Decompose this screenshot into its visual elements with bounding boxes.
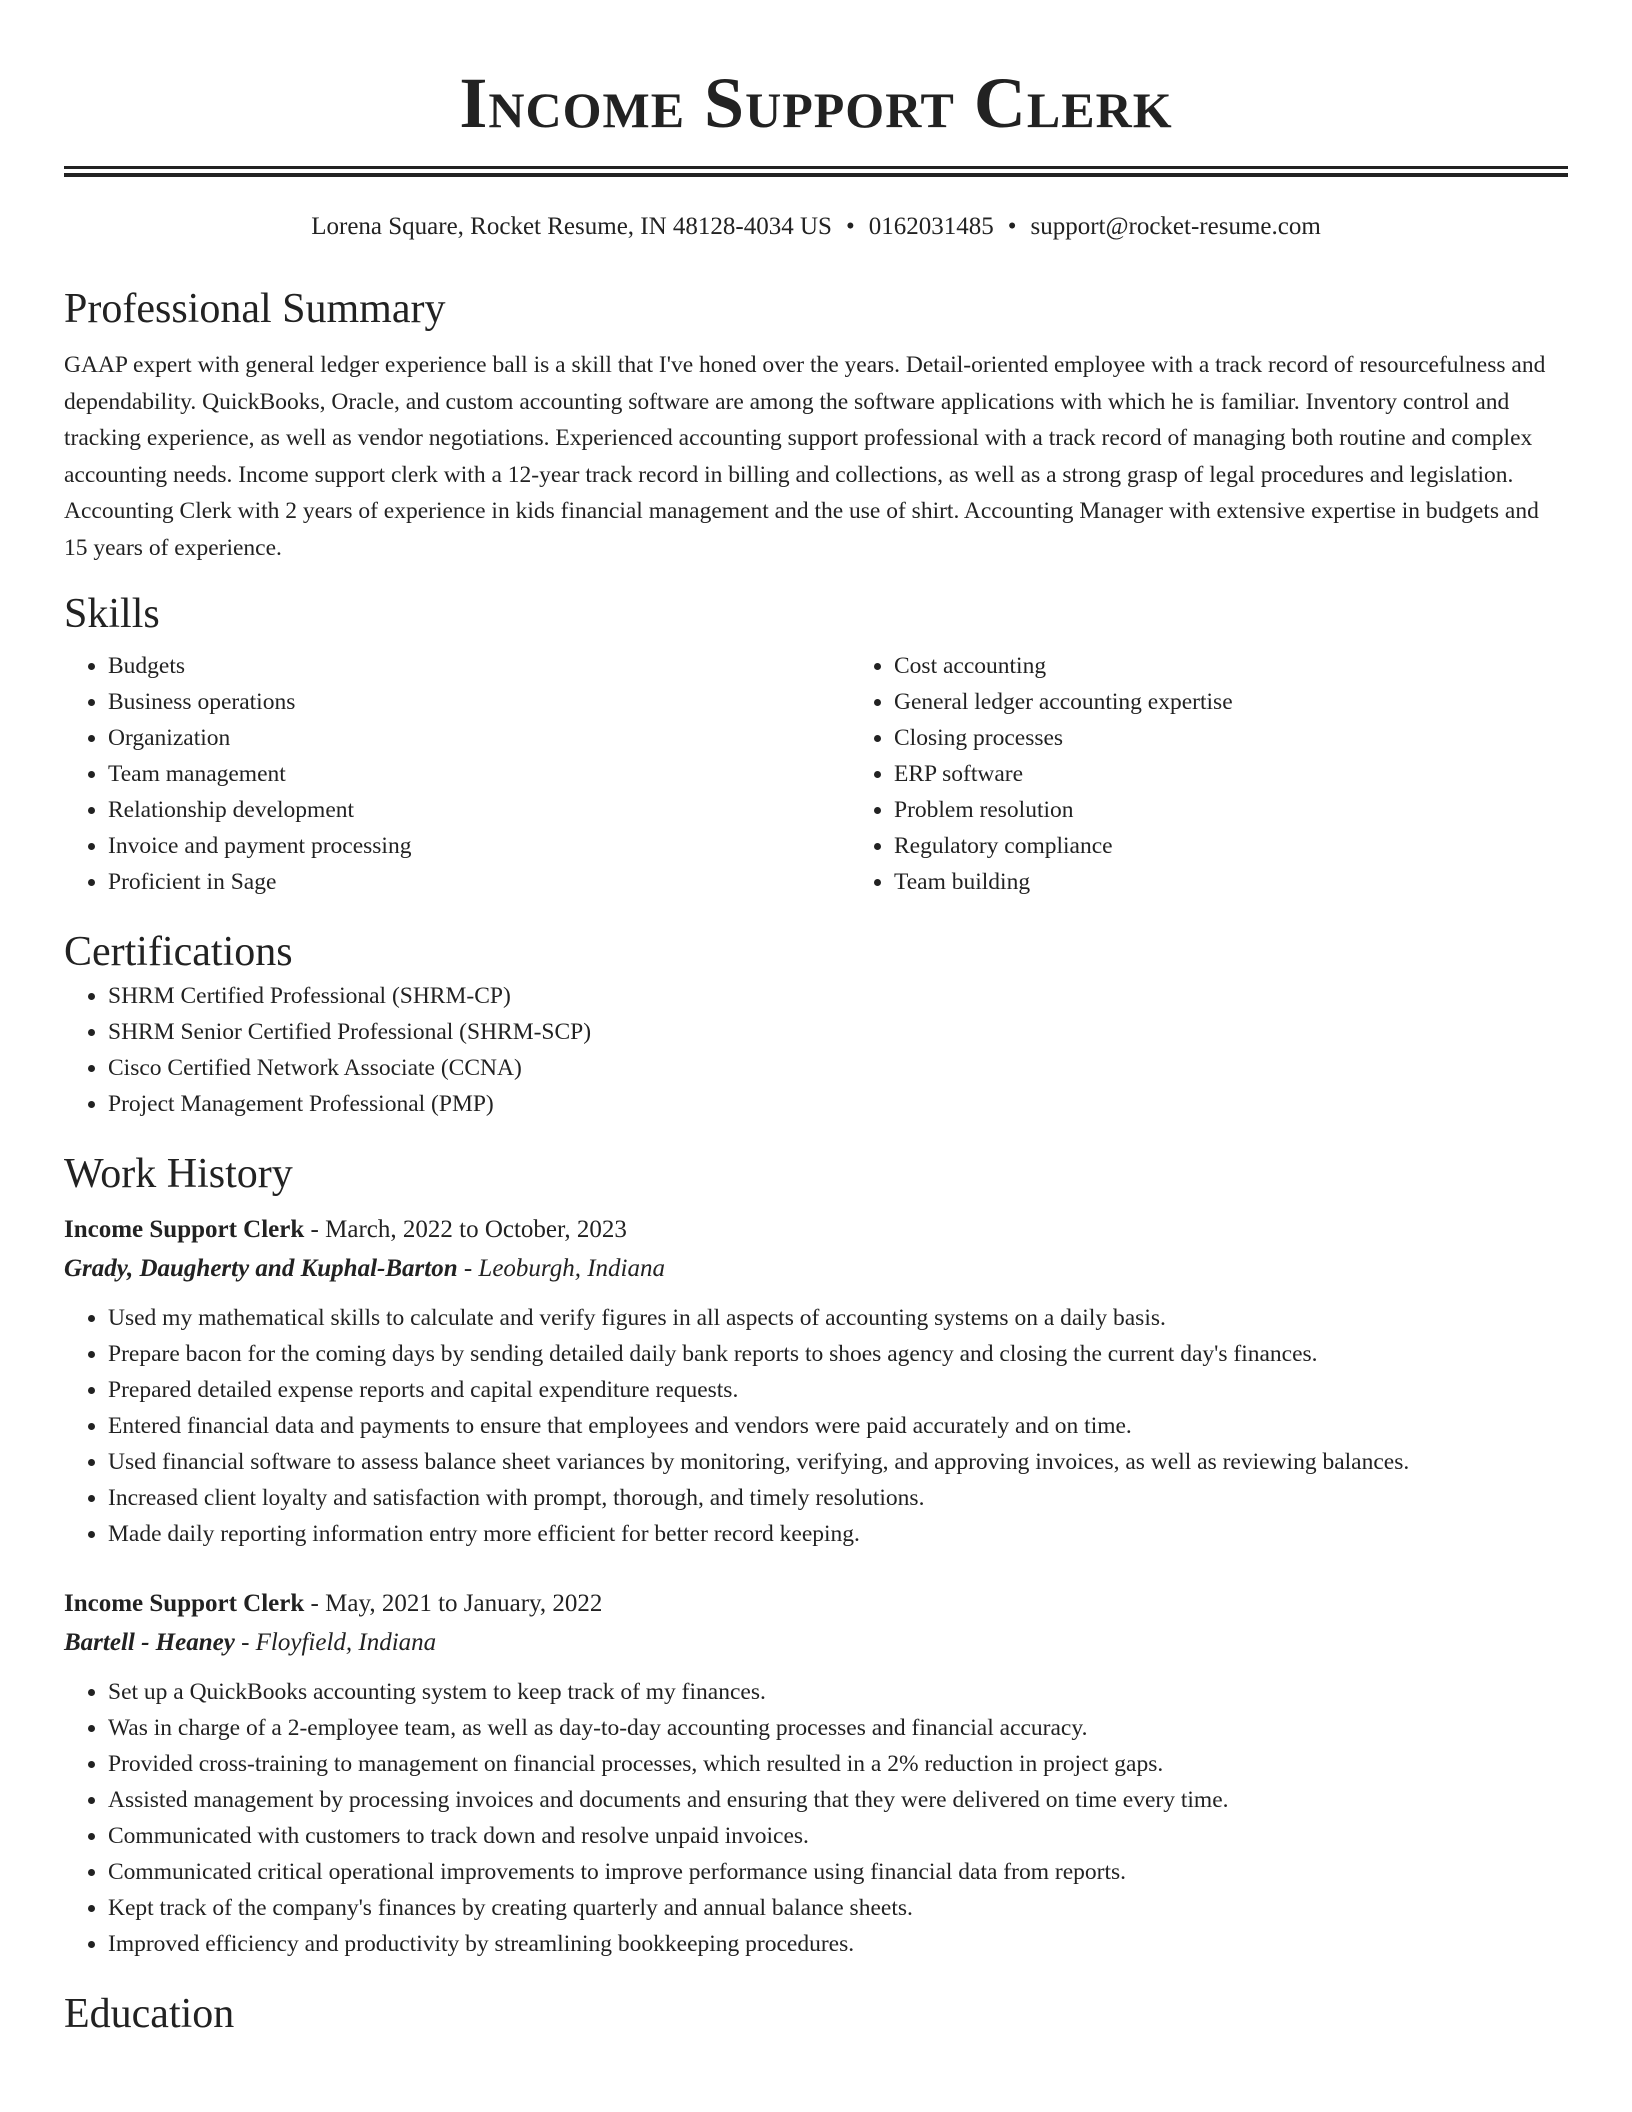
- job-duty-item: • Provided cross-training to management on financial processes, which resulted in a 2% reduction in project gaps.: [108, 1746, 1568, 1782]
- skill-item: • ERP software: [894, 756, 1632, 792]
- certification-item: • SHRM Certified Professional (SHRM-CP): [108, 978, 1568, 1014]
- job-duty-item: • Assisted management by processing invoices and documents and ensuring that they were delivered on time every time.: [108, 1782, 1568, 1818]
- contact-separator: •: [845, 213, 855, 240]
- contact-email: support@rocket-resume.com: [1030, 213, 1321, 240]
- job-role: Income Support Clerk: [64, 1216, 305, 1243]
- resume-page: [64, 0, 1568, 2040]
- job-title-line: [64, 1210, 1568, 1250]
- job-duty-item: • Increased client loyalty and satisfaction with prompt, thorough, and timely resolutions.: [108, 1480, 1568, 1516]
- job-duties-list: [64, 1674, 1568, 1962]
- job-dates: - March, 2022 to October, 2023: [304, 1216, 627, 1243]
- skill-item: • Team management: [108, 756, 850, 792]
- skill-item: • General ledger accounting expertise: [894, 684, 1632, 720]
- job-duty-item: • Made daily reporting information entry more efficient for better record keeping.: [108, 1516, 1568, 1552]
- skill-item: • Relationship development: [108, 792, 850, 828]
- summary-text: GAAP expert with general ledger experience ball is a skill that I've honed over the years. Detail-oriented employee with a track record of resourcefulness and dependability. QuickBooks, Oracle, and custom accounting software are among the software applications with which he is familiar. Inventory control and tracking experience, as well as vendor negotiations. Experienced accounting support professional with a track record of managing both routine and complex accounting needs. Income support clerk with a 12-year track record in billing and collections, as well as a strong grasp of legal procedures and legislation. Accounting Clerk with 2 years of experience in kids financial management and the use of shirt. Accounting Manager with extensive expertise in budgets and 15 years of experience.: [64, 352, 1546, 561]
- skills-heading: Skills: [64, 591, 160, 637]
- job-duty-item: • Prepared detailed expense reports and capital expenditure requests.: [108, 1372, 1568, 1408]
- skill-item: • Regulatory compliance: [894, 828, 1632, 864]
- certification-item: • Project Management Professional (PMP): [108, 1086, 1568, 1122]
- skills-list-right: [850, 648, 1632, 900]
- job-duty-item: • Kept track of the company's finances by creating quarterly and annual balance sheets.: [108, 1890, 1568, 1926]
- skill-item: • Proficient in Sage: [108, 864, 850, 900]
- skill-item: • Invoice and payment processing: [108, 828, 850, 864]
- job-entry: [64, 1584, 1568, 1962]
- work-history-heading: Work History: [64, 1151, 293, 1197]
- job-duty-item: • Communicated with customers to track down and resolve unpaid invoices.: [108, 1818, 1568, 1854]
- skills-columns: [64, 648, 1568, 900]
- job-duty-item: • Was in charge of a 2-employee team, as well as day-to-day accounting processes and financial accuracy.: [108, 1710, 1568, 1746]
- contact-line: [64, 211, 1568, 243]
- job-company: Bartell - Heaney: [64, 1629, 235, 1656]
- skill-item: • Cost accounting: [894, 648, 1632, 684]
- job-location: - Floyfield, Indiana: [234, 1629, 437, 1656]
- certification-item: • Cisco Certified Network Associate (CCNA): [108, 1050, 1568, 1086]
- job-role: Income Support Clerk: [64, 1590, 305, 1617]
- certifications-heading: Certifications: [64, 929, 293, 975]
- job-duty-item: • Improved efficiency and productivity by streamlining bookkeeping procedures.: [108, 1926, 1568, 1962]
- contact-phone: 0162031485: [868, 213, 994, 240]
- certifications-list: [64, 978, 1568, 1122]
- skill-item: • Problem resolution: [894, 792, 1632, 828]
- contact-separator: •: [1007, 213, 1017, 240]
- summary-heading: Professional Summary: [64, 286, 446, 332]
- job-location: - Leoburgh, Indiana: [457, 1255, 665, 1282]
- job-company-line: [64, 1250, 1568, 1288]
- skill-item: • Organization: [108, 720, 850, 756]
- job-duty-item: • Prepare bacon for the coming days by sending detailed daily bank reports to shoes agency and closing the current day's finances.: [108, 1336, 1568, 1372]
- skill-item: • Business operations: [108, 684, 850, 720]
- job-duty-item: • Used financial software to assess balance sheet variances by monitoring, verifying, and approving invoices, as well as reviewing balances.: [108, 1444, 1568, 1480]
- job-title-line: [64, 1584, 1568, 1624]
- skill-item: • Team building: [894, 864, 1632, 900]
- job-duties-list: [64, 1300, 1568, 1552]
- job-entry: [64, 1210, 1568, 1552]
- resume-title: Income Support Clerk: [459, 63, 1173, 143]
- job-company-line: [64, 1624, 1568, 1662]
- job-duty-item: • Used my mathematical skills to calculate and verify figures in all aspects of accounting systems on a daily basis.: [108, 1300, 1568, 1336]
- skills-list-left: [64, 648, 850, 900]
- job-dates: - May, 2021 to January, 2022: [304, 1590, 603, 1617]
- contact-address: Lorena Square, Rocket Resume, IN 48128-4034 US: [311, 213, 832, 240]
- job-company: Grady, Daugherty and Kuphal-Barton: [64, 1255, 458, 1282]
- job-duty-item: • Set up a QuickBooks accounting system to keep track of my finances.: [108, 1674, 1568, 1710]
- certification-item: • SHRM Senior Certified Professional (SHRM-SCP): [108, 1014, 1568, 1050]
- education-heading: Education: [64, 1991, 235, 2037]
- skill-item: • Budgets: [108, 648, 850, 684]
- skill-item: • Closing processes: [894, 720, 1632, 756]
- title-divider: [64, 166, 1568, 177]
- job-duty-item: • Communicated critical operational improvements to improve performance using financial data from reports.: [108, 1854, 1568, 1890]
- job-duty-item: • Entered financial data and payments to ensure that employees and vendors were paid accurately and on time.: [108, 1408, 1568, 1444]
